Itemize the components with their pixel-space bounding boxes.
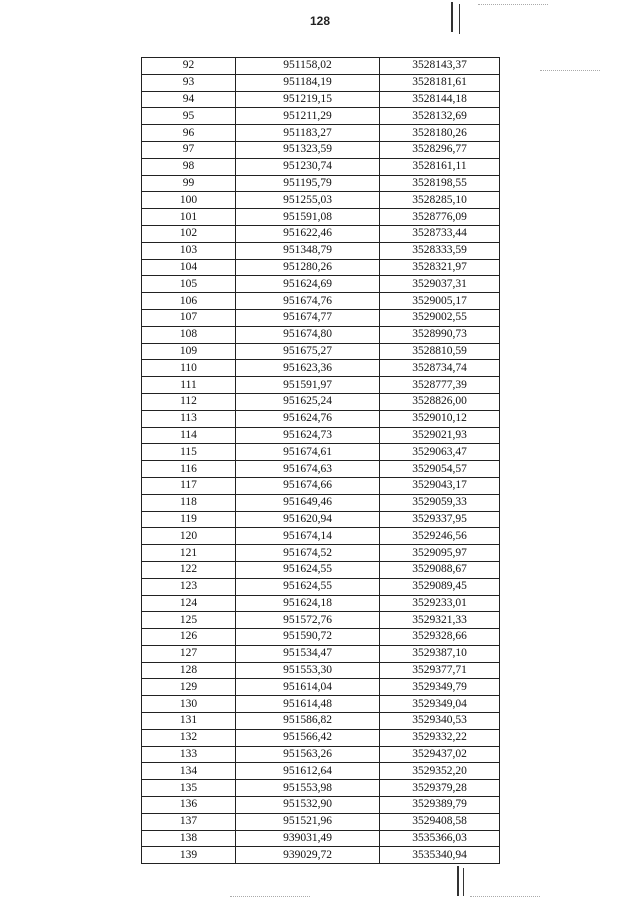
table-row — [142, 696, 500, 713]
x-coordinate-cell: 951532,90 — [236, 797, 380, 814]
x-coordinate-cell: 939031,49 — [236, 830, 380, 847]
table-row — [142, 713, 500, 730]
x-coordinate-cell: 951674,66 — [236, 477, 380, 494]
table-row — [142, 175, 500, 192]
point-number-cell: 139 — [142, 847, 236, 864]
point-number-cell: 95 — [142, 108, 236, 125]
y-coordinate-cell: 3529002,55 — [380, 309, 500, 326]
table-row — [142, 259, 500, 276]
y-coordinate-cell: 3528733,44 — [380, 225, 500, 242]
y-coordinate-cell: 3528161,11 — [380, 158, 500, 175]
x-coordinate-cell: 939029,72 — [236, 847, 380, 864]
point-number-cell: 121 — [142, 545, 236, 562]
table-row — [142, 192, 500, 209]
table-row — [142, 679, 500, 696]
point-number-cell: 103 — [142, 242, 236, 259]
table-row — [142, 427, 500, 444]
table-row — [142, 612, 500, 629]
y-coordinate-cell: 3529089,45 — [380, 578, 500, 595]
x-coordinate-cell: 951195,79 — [236, 175, 380, 192]
point-number-cell: 114 — [142, 427, 236, 444]
x-coordinate-cell: 951620,94 — [236, 511, 380, 528]
point-number-cell: 135 — [142, 780, 236, 797]
scan-noise — [470, 896, 540, 898]
y-coordinate-cell: 3528734,74 — [380, 360, 500, 377]
point-number-cell: 129 — [142, 679, 236, 696]
x-coordinate-cell: 951625,24 — [236, 393, 380, 410]
y-coordinate-cell: 3528143,37 — [380, 58, 500, 75]
x-coordinate-cell: 951521,96 — [236, 813, 380, 830]
y-coordinate-cell: 3528990,73 — [380, 326, 500, 343]
x-coordinate-cell: 951572,76 — [236, 612, 380, 629]
x-coordinate-cell: 951624,76 — [236, 410, 380, 427]
point-number-cell: 97 — [142, 141, 236, 158]
table-row — [142, 494, 500, 511]
table-row — [142, 242, 500, 259]
x-coordinate-cell: 951674,76 — [236, 293, 380, 310]
x-coordinate-cell: 951184,19 — [236, 74, 380, 91]
x-coordinate-cell: 951624,55 — [236, 561, 380, 578]
y-coordinate-cell: 3528777,39 — [380, 377, 500, 394]
x-coordinate-cell: 951674,61 — [236, 444, 380, 461]
table-row — [142, 629, 500, 646]
table-row — [142, 746, 500, 763]
x-coordinate-cell: 951591,08 — [236, 209, 380, 226]
y-coordinate-cell: 3529010,12 — [380, 410, 500, 427]
page-number: 128 — [309, 14, 331, 28]
x-coordinate-cell: 951586,82 — [236, 713, 380, 730]
table-row — [142, 847, 500, 864]
table-row — [142, 91, 500, 108]
table-row — [142, 763, 500, 780]
table-row — [142, 410, 500, 427]
x-coordinate-cell: 951649,46 — [236, 494, 380, 511]
table-row — [142, 377, 500, 394]
y-coordinate-cell: 3529088,67 — [380, 561, 500, 578]
x-coordinate-cell: 951553,30 — [236, 662, 380, 679]
x-coordinate-cell: 951674,14 — [236, 528, 380, 545]
scan-noise — [478, 4, 548, 6]
point-number-cell: 137 — [142, 813, 236, 830]
y-coordinate-cell: 3529005,17 — [380, 293, 500, 310]
y-coordinate-cell: 3528132,69 — [380, 108, 500, 125]
point-number-cell: 112 — [142, 393, 236, 410]
x-coordinate-cell: 951674,63 — [236, 461, 380, 478]
table-row — [142, 780, 500, 797]
x-coordinate-cell: 951158,02 — [236, 58, 380, 75]
table-row — [142, 797, 500, 814]
y-coordinate-cell: 3529337,95 — [380, 511, 500, 528]
x-coordinate-cell: 951624,73 — [236, 427, 380, 444]
point-number-cell: 93 — [142, 74, 236, 91]
table-row — [142, 58, 500, 75]
point-number-cell: 120 — [142, 528, 236, 545]
x-coordinate-cell: 951614,04 — [236, 679, 380, 696]
x-coordinate-cell: 951590,72 — [236, 629, 380, 646]
table-row — [142, 141, 500, 158]
point-number-cell: 115 — [142, 444, 236, 461]
table-row — [142, 511, 500, 528]
x-coordinate-cell: 951624,69 — [236, 276, 380, 293]
x-coordinate-cell: 951219,15 — [236, 91, 380, 108]
y-coordinate-cell: 3529063,47 — [380, 444, 500, 461]
table-row — [142, 813, 500, 830]
point-number-cell: 138 — [142, 830, 236, 847]
x-coordinate-cell: 951612,64 — [236, 763, 380, 780]
table-row — [142, 578, 500, 595]
point-number-cell: 113 — [142, 410, 236, 427]
y-coordinate-cell: 3529349,79 — [380, 679, 500, 696]
point-number-cell: 126 — [142, 629, 236, 646]
y-coordinate-cell: 3528296,77 — [380, 141, 500, 158]
table-row — [142, 595, 500, 612]
x-coordinate-cell: 951230,74 — [236, 158, 380, 175]
point-number-cell: 106 — [142, 293, 236, 310]
x-coordinate-cell: 951280,26 — [236, 259, 380, 276]
y-coordinate-cell: 3528826,00 — [380, 393, 500, 410]
point-number-cell: 127 — [142, 645, 236, 662]
table-row — [142, 108, 500, 125]
point-number-cell: 136 — [142, 797, 236, 814]
y-coordinate-cell: 3529059,33 — [380, 494, 500, 511]
y-coordinate-cell: 3529377,71 — [380, 662, 500, 679]
x-coordinate-cell: 951255,03 — [236, 192, 380, 209]
x-coordinate-cell: 951624,18 — [236, 595, 380, 612]
x-coordinate-cell: 951623,36 — [236, 360, 380, 377]
y-coordinate-cell: 3529233,01 — [380, 595, 500, 612]
y-coordinate-cell: 3529349,04 — [380, 696, 500, 713]
point-number-cell: 109 — [142, 343, 236, 360]
y-coordinate-cell: 3529437,02 — [380, 746, 500, 763]
x-coordinate-cell: 951348,79 — [236, 242, 380, 259]
table-row — [142, 393, 500, 410]
x-coordinate-cell: 951674,80 — [236, 326, 380, 343]
x-coordinate-cell: 951674,77 — [236, 309, 380, 326]
y-coordinate-cell: 3528321,97 — [380, 259, 500, 276]
y-coordinate-cell: 3529246,56 — [380, 528, 500, 545]
point-number-cell: 134 — [142, 763, 236, 780]
table-row — [142, 561, 500, 578]
table-row — [142, 343, 500, 360]
y-coordinate-cell: 3529387,10 — [380, 645, 500, 662]
x-coordinate-cell: 951563,26 — [236, 746, 380, 763]
x-coordinate-cell: 951211,29 — [236, 108, 380, 125]
y-coordinate-cell: 3529054,57 — [380, 461, 500, 478]
table-row — [142, 209, 500, 226]
table-row — [142, 461, 500, 478]
y-coordinate-cell: 3535366,03 — [380, 830, 500, 847]
point-number-cell: 119 — [142, 511, 236, 528]
point-number-cell: 100 — [142, 192, 236, 209]
y-coordinate-cell: 3529352,20 — [380, 763, 500, 780]
table-row — [142, 444, 500, 461]
y-coordinate-cell: 3528776,09 — [380, 209, 500, 226]
point-number-cell: 111 — [142, 377, 236, 394]
y-coordinate-cell: 3529095,97 — [380, 545, 500, 562]
x-coordinate-cell: 951323,59 — [236, 141, 380, 158]
table-row — [142, 158, 500, 175]
x-coordinate-cell: 951566,42 — [236, 729, 380, 746]
point-number-cell: 124 — [142, 595, 236, 612]
scan-noise — [230, 896, 310, 898]
y-coordinate-cell: 3528285,10 — [380, 192, 500, 209]
scan-noise — [540, 70, 600, 72]
table-row — [142, 225, 500, 242]
point-number-cell: 102 — [142, 225, 236, 242]
table-row — [142, 662, 500, 679]
table-row — [142, 360, 500, 377]
point-number-cell: 92 — [142, 58, 236, 75]
point-number-cell: 131 — [142, 713, 236, 730]
point-number-cell: 105 — [142, 276, 236, 293]
point-number-cell: 133 — [142, 746, 236, 763]
table-body — [142, 58, 500, 864]
coordinates-table — [141, 57, 499, 864]
point-number-cell: 110 — [142, 360, 236, 377]
y-coordinate-cell: 3529321,33 — [380, 612, 500, 629]
table-row — [142, 74, 500, 91]
x-coordinate-cell: 951553,98 — [236, 780, 380, 797]
scan-mark — [457, 866, 459, 896]
y-coordinate-cell: 3529043,17 — [380, 477, 500, 494]
table-row — [142, 309, 500, 326]
x-coordinate-cell: 951591,97 — [236, 377, 380, 394]
point-number-cell: 132 — [142, 729, 236, 746]
x-coordinate-cell: 951183,27 — [236, 125, 380, 142]
y-coordinate-cell: 3528198,55 — [380, 175, 500, 192]
y-coordinate-cell: 3528810,59 — [380, 343, 500, 360]
y-coordinate-cell: 3528333,59 — [380, 242, 500, 259]
scan-mark — [451, 2, 453, 32]
y-coordinate-cell: 3529328,66 — [380, 629, 500, 646]
point-number-cell: 130 — [142, 696, 236, 713]
table-row — [142, 477, 500, 494]
point-number-cell: 99 — [142, 175, 236, 192]
point-number-cell: 107 — [142, 309, 236, 326]
x-coordinate-cell: 951614,48 — [236, 696, 380, 713]
point-number-cell: 104 — [142, 259, 236, 276]
point-number-cell: 128 — [142, 662, 236, 679]
y-coordinate-cell: 3529340,53 — [380, 713, 500, 730]
y-coordinate-cell: 3529332,22 — [380, 729, 500, 746]
x-coordinate-cell: 951624,55 — [236, 578, 380, 595]
table-row — [142, 729, 500, 746]
point-number-cell: 125 — [142, 612, 236, 629]
point-number-cell: 108 — [142, 326, 236, 343]
scan-mark — [463, 868, 464, 896]
x-coordinate-cell: 951674,52 — [236, 545, 380, 562]
y-coordinate-cell: 3535340,94 — [380, 847, 500, 864]
point-number-cell: 96 — [142, 125, 236, 142]
table-row — [142, 830, 500, 847]
point-number-cell: 116 — [142, 461, 236, 478]
point-number-cell: 122 — [142, 561, 236, 578]
point-number-cell: 123 — [142, 578, 236, 595]
table-row — [142, 528, 500, 545]
y-coordinate-cell: 3529389,79 — [380, 797, 500, 814]
table-row — [142, 125, 500, 142]
y-coordinate-cell: 3529037,31 — [380, 276, 500, 293]
y-coordinate-cell: 3529408,58 — [380, 813, 500, 830]
y-coordinate-cell: 3529379,28 — [380, 780, 500, 797]
point-number-cell: 101 — [142, 209, 236, 226]
table-row — [142, 326, 500, 343]
point-number-cell: 98 — [142, 158, 236, 175]
x-coordinate-cell: 951675,27 — [236, 343, 380, 360]
y-coordinate-cell: 3528181,61 — [380, 74, 500, 91]
table-row — [142, 545, 500, 562]
point-number-cell: 94 — [142, 91, 236, 108]
x-coordinate-cell: 951622,46 — [236, 225, 380, 242]
scan-mark — [459, 4, 460, 34]
x-coordinate-cell: 951534,47 — [236, 645, 380, 662]
y-coordinate-cell: 3528180,26 — [380, 125, 500, 142]
point-number-cell: 117 — [142, 477, 236, 494]
point-number-cell: 118 — [142, 494, 236, 511]
table-row — [142, 293, 500, 310]
y-coordinate-cell: 3529021,93 — [380, 427, 500, 444]
y-coordinate-cell: 3528144,18 — [380, 91, 500, 108]
table-row — [142, 276, 500, 293]
table-row — [142, 645, 500, 662]
